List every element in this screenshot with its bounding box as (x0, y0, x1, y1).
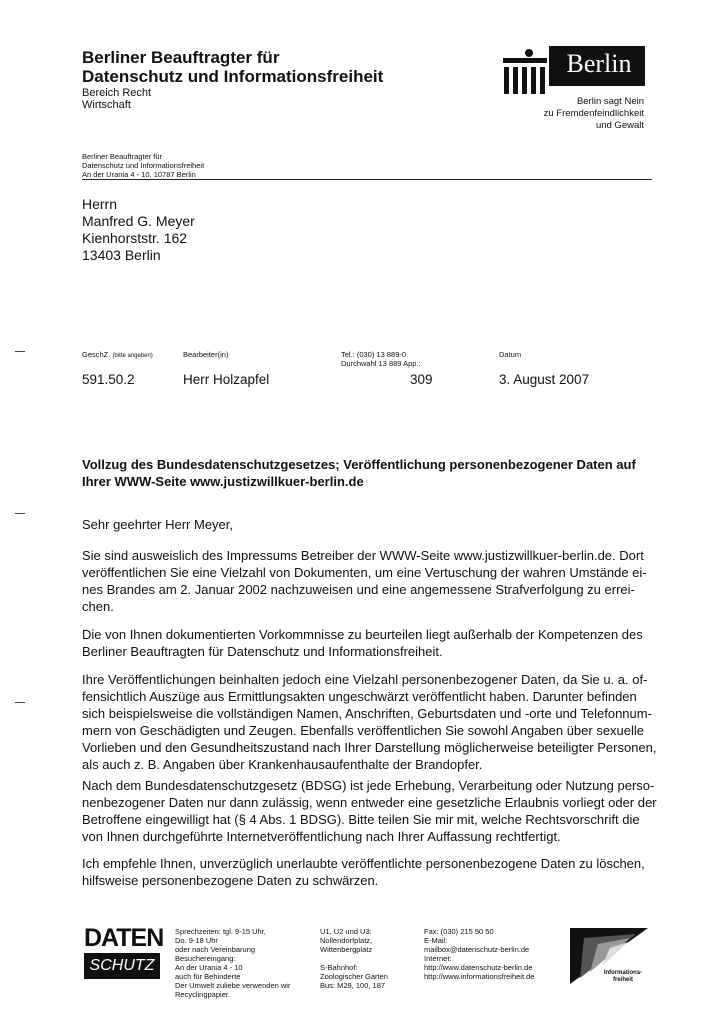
durchwahl-label: Durchwahl 13 889 App.: (341, 359, 421, 368)
recipient-line: Herrn (82, 196, 118, 212)
paragraph-4 (82, 777, 662, 845)
return-address-line: Berliner Beauftragter für (82, 152, 163, 161)
fold-mark (15, 351, 25, 352)
return-address-rule (82, 179, 652, 180)
app-value: 309 (410, 372, 433, 387)
footer-line: An der Urania 4 - 10 (175, 963, 243, 972)
body-line: Betroffene eingewilligt hat (§ 4 Abs. 1 BDSG). Bitte teilen Sie mir mit, welche Rechtsvorschrift die (82, 812, 640, 827)
footer-line: E-Mail: (424, 936, 448, 945)
footer-url: http://www.datenschutz-berlin.de (424, 963, 533, 972)
return-address (82, 152, 204, 179)
recipient-street: Kienhorststr. 162 (82, 230, 188, 246)
footer-line: Besuchereingang: (175, 954, 236, 963)
geschz-label (82, 350, 153, 359)
informationsfreiheit-logo (570, 926, 650, 986)
geschz-value: 591.50.2 (82, 372, 135, 387)
punch-mark (15, 702, 25, 703)
datenschutz-logo-top: DATEN (84, 924, 164, 952)
footer-line: auch für Behinderte (175, 972, 241, 981)
body-line: fensichtlich Auszüge aus Ermittlungsakten ungeschwärzt veröffentlicht haben. Darunter befinden (82, 689, 637, 704)
footer-line: oder nach Vereinbarung (175, 945, 256, 954)
datenschutz-logo-bottom: SCHUTZ (84, 953, 160, 979)
footer-line: Internet: (424, 954, 452, 963)
body-line: Berliner Beauftragten für Datenschutz und Informationsfreiheit. (82, 644, 443, 659)
datum-label: Datum (499, 350, 522, 359)
footer-line: Der Umwelt zuliebe verwenden wir (175, 981, 291, 990)
footer-fax: Fax: (030) 215 50 50 (424, 927, 494, 936)
footer-col-contact (424, 927, 564, 981)
body-line: Ich empfehle Ihnen, unverzüglich unerlaubte veröffentlichte personenbezogene Daten zu löschen, (82, 856, 645, 871)
subject (82, 456, 672, 490)
footer-line: Recyclingpapier. (175, 990, 231, 999)
footer-line: Zoologischer Garten (320, 972, 388, 981)
return-address-line: An der Urania 4 - 10, 10787 Berlin (82, 170, 196, 179)
informationsfreiheit-label (596, 970, 650, 984)
footer-line: Do. 9-18 Uhr (175, 936, 218, 945)
footer-line: U1, U2 und U3: (320, 927, 372, 936)
body-line: Sie sind ausweislich des Impressums Betreiber der WWW-Seite www.justizwillkuer-berlin.de. Dort (82, 548, 644, 563)
slogan-line: zu Fremdenfeindlichkeit (543, 108, 644, 119)
bearbeiter-value: Herr Holzapfel (183, 372, 270, 387)
body-line: hilfsweise personenbezogene Daten zu schwärzen. (82, 873, 379, 888)
recipient-address (82, 196, 195, 264)
footer-line: Wittenbergplatz (320, 945, 373, 954)
body-line: sich beispielsweise die vollständigen Namen, Anschriften, Geburtsdaten und -orte und Telefonnum- (82, 706, 652, 721)
fold-mark (15, 513, 25, 514)
body-line: Nach dem Bundesdatenschutzgesetz (BDSG) ist jede Erhebung, Verarbeitung oder Nutzung perso- (82, 778, 655, 793)
datum-value: 3. August 2007 (499, 372, 590, 387)
recipient-city: 13403 Berlin (82, 247, 161, 263)
footer-url: http://www.informationsfreiheit.de (424, 972, 535, 981)
bearbeiter-label: Bearbeiter(in) (183, 350, 229, 359)
paragraph-5 (82, 855, 662, 889)
slogan-line: Berlin sagt Nein (576, 96, 644, 107)
org-name-line2: Datenschutz und Informationsfreiheit (82, 67, 384, 86)
footer-email: mailbox@datenschutz-berlin.de (424, 945, 530, 954)
body-line: von Ihnen durchgeführte Internetveröffentlichung nach Ihrer Auffassung rechtfertigt. (82, 829, 561, 844)
body-line: Die von Ihnen dokumentierten Vorkommnisse zu beurteilen liegt außerhalb der Kompetenzen des (82, 627, 643, 642)
subject-line: Vollzug des Bundesdatenschutzgesetzes; Veröffentlichung personenbezogener Daten auf (82, 457, 636, 472)
info-logo-line: Informations- (603, 970, 643, 976)
footer-line: S-Bahnhof: (320, 963, 358, 972)
berlin-slogan (544, 96, 644, 132)
footer-col-hours (175, 927, 313, 999)
berlin-wordmark: Berlin (566, 49, 632, 78)
return-address-line: Datenschutz und Informationsfreiheit (82, 161, 205, 170)
org-name-line1: Berliner Beauftragter für (82, 48, 280, 67)
body-line: als auch z. B. Angaben über Krankenhausaufenthalte der Brandopfer. (82, 757, 483, 772)
paragraph-3 (82, 671, 662, 773)
sub-department: Wirtschaft (82, 99, 131, 111)
tel-label-text: Tel.: (030) 13 889-0 (341, 350, 407, 359)
tel-label (341, 350, 421, 368)
paragraph-2 (82, 626, 662, 660)
paragraph-1 (82, 547, 662, 615)
datenschutz-logo (84, 923, 164, 981)
recipient-name: Manfred G. Meyer (82, 213, 195, 229)
geschz-note: (bitte angeben) (112, 353, 153, 359)
body-line: chen. (82, 599, 114, 614)
body-line: nes Brandes am 2. Januar 2002 nachzuweisen und eine angemessene Strafverfolgung zu errei- (82, 582, 635, 597)
department: Bereich Recht (82, 87, 152, 99)
body-line: veröffentlichen Sie eine Vielzahl von Dokumenten, um eine Vertuschung der wahren Umstände ei- (82, 565, 647, 580)
footer-line: Bus: M29, 100, 187 (320, 981, 386, 990)
body-line: mern von Geschädigten und Zeugen. Ebenfalls veröffentlichen Sie sowohl Angaben über sexuelle (82, 723, 645, 738)
body-line: nenbezogener Daten nur dann zulässig, wenn entweder eine gesetzliche Erlaubnis vorliegt oder der (82, 795, 657, 810)
salutation: Sehr geehrter Herr Meyer, (82, 517, 234, 532)
footer-line: Nollendorfplatz, (320, 936, 373, 945)
geschz-label-text: GeschZ. (82, 350, 111, 359)
footer-line: Sprechzeiten: tgl. 9-15 Uhr, (175, 927, 266, 936)
berlin-logo (503, 44, 645, 100)
slogan-line: und Gewalt (595, 120, 644, 131)
footer-spacer (320, 954, 410, 963)
subject-line: Ihrer WWW-Seite www.justizwillkuer-berlin.de (82, 474, 364, 489)
body-line: Vorlieben und den Gesundheitszustand nach Ihrer Darstellung möglicherweise beteiligter Personen, (82, 740, 657, 755)
body-line: Ihre Veröffentlichungen beinhalten jedoch eine Vielzahl personenbezogener Daten, da Sie u. a. of- (82, 672, 648, 687)
letterhead (82, 48, 383, 111)
footer-col-transport (320, 927, 410, 990)
info-logo-line: freiheit (612, 977, 633, 983)
